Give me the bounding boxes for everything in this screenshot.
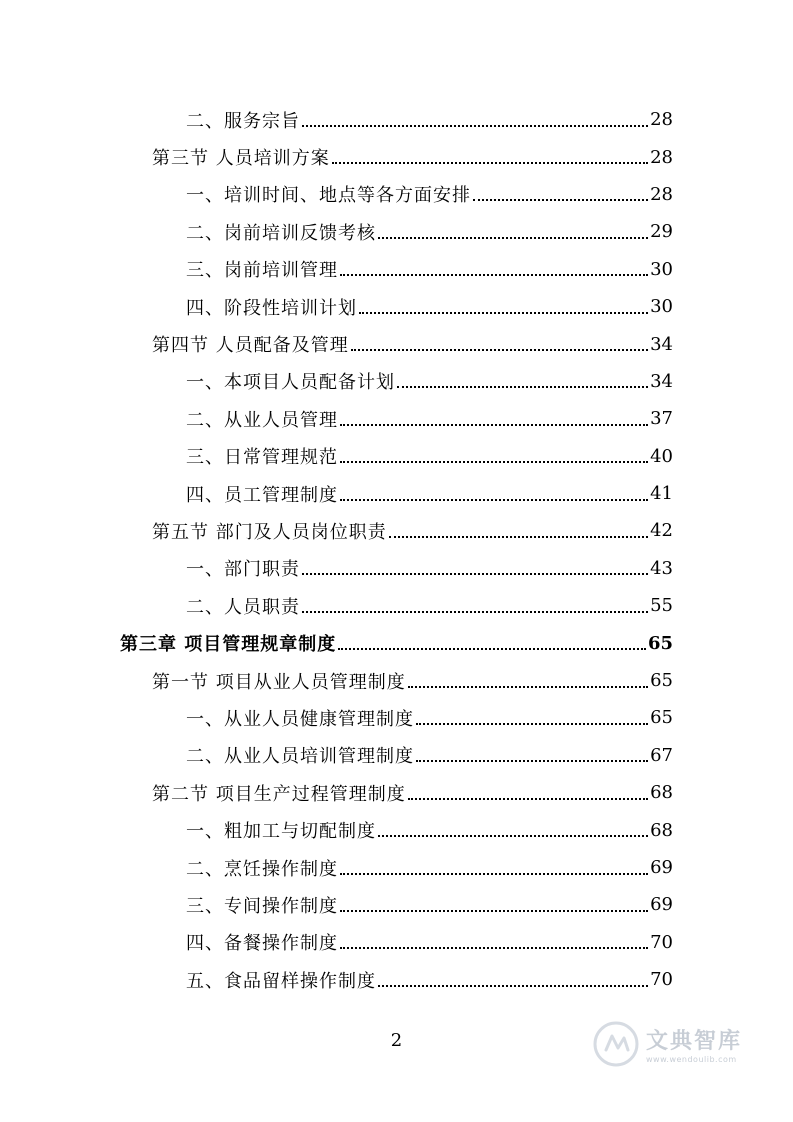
toc-entry[interactable] [0, 699, 793, 736]
toc-dot-leader [389, 522, 648, 540]
toc-entry-page: 28 [650, 146, 673, 168]
toc-entry-page: 34 [650, 333, 673, 355]
toc-entry-page: 30 [650, 258, 673, 280]
toc-entry-page: 40 [650, 445, 673, 467]
toc-entry-page: 28 [650, 109, 673, 131]
toc-entry-title: 二、烹饪操作制度 [186, 858, 338, 880]
toc-entry[interactable] [0, 288, 793, 325]
watermark-name: 文典智库 [646, 1029, 743, 1054]
toc-dot-leader [302, 559, 648, 577]
toc-dot-leader [416, 709, 648, 727]
toc-entry[interactable] [0, 550, 793, 587]
toc-entry-title: 二、岗前培训反馈考核 [186, 222, 376, 244]
toc-entry[interactable] [0, 475, 793, 512]
toc-entry-page: 65 [647, 632, 673, 654]
toc-entry-page: 42 [650, 520, 673, 542]
toc-entry-title: 第二节 项目生产过程管理制度 [152, 783, 406, 805]
toc-entry[interactable] [0, 400, 793, 437]
toc-dot-leader [416, 746, 648, 764]
toc-entry[interactable] [0, 587, 793, 624]
toc-entry-page: 67 [650, 744, 673, 766]
toc-entry[interactable] [0, 363, 793, 400]
toc-dot-leader [340, 260, 648, 278]
toc-dot-leader [397, 372, 648, 390]
toc-dot-leader [351, 335, 648, 353]
toc-entry[interactable] [0, 886, 793, 923]
toc-entry-title: 二、服务宗旨 [186, 110, 300, 132]
toc-dot-leader [332, 148, 648, 166]
toc-entry[interactable] [0, 512, 793, 549]
toc-entry-page: 65 [650, 670, 673, 692]
toc-dot-leader [340, 447, 648, 465]
toc-entry-title: 第一节 项目从业人员管理制度 [152, 671, 406, 693]
toc-dot-leader [408, 784, 648, 802]
toc-dot-leader [340, 896, 648, 914]
toc-entry-page: 34 [650, 370, 673, 392]
toc-entry[interactable] [0, 438, 793, 475]
toc-dot-leader [378, 971, 648, 989]
toc-entry-title: 五、食品留样操作制度 [186, 970, 376, 992]
toc-entry-title: 二、人员职责 [186, 596, 300, 618]
toc-entry-title: 第五节 部门及人员岗位职责 [152, 521, 387, 543]
watermark [592, 1016, 782, 1072]
toc-entry-title: 三、专间操作制度 [186, 895, 338, 917]
toc-entry[interactable] [0, 138, 793, 175]
toc-dot-leader [378, 223, 648, 241]
toc-dot-leader [302, 111, 648, 129]
toc-entry[interactable] [0, 737, 793, 774]
toc-entry-page: 41 [650, 483, 673, 505]
toc-entry-page: 68 [650, 782, 673, 804]
toc-entry-page: 65 [650, 707, 673, 729]
toc-entry[interactable] [0, 662, 793, 699]
toc-entry-page: 69 [650, 857, 673, 878]
toc-entry-page: 69 [650, 894, 673, 916]
toc-entry[interactable] [0, 325, 793, 362]
toc-entry-page: 29 [650, 221, 673, 243]
toc-entry-title: 一、部门职责 [186, 559, 300, 581]
toc-entry-page: 28 [650, 183, 673, 205]
toc-entry-title: 四、员工管理制度 [186, 484, 338, 506]
toc-dot-leader [302, 597, 648, 615]
page-number: 2 [390, 1030, 403, 1051]
toc-dot-leader [378, 821, 648, 839]
toc-entry-page: 55 [650, 595, 673, 617]
toc-entry[interactable] [0, 924, 793, 961]
toc-entry-title: 四、备餐操作制度 [186, 933, 338, 955]
toc-entry-page: 70 [650, 931, 673, 953]
toc-entry-page: 37 [650, 408, 673, 430]
toc-entry[interactable] [0, 251, 793, 288]
toc-entry-title: 一、本项目人员配备计划 [186, 372, 395, 394]
toc-entry-title: 三、岗前培训管理 [186, 260, 338, 282]
toc-entry-title: 一、培训时间、地点等各方面安排 [186, 185, 471, 207]
toc-entry-title: 二、从业人员培训管理制度 [186, 746, 414, 768]
toc-entry[interactable] [0, 624, 793, 661]
toc-entry-title: 二、从业人员管理 [186, 409, 338, 431]
toc-entry-page: 43 [650, 557, 673, 579]
toc-entry-page: 70 [650, 969, 673, 991]
toc-entry[interactable] [0, 176, 793, 213]
toc-dot-leader [359, 298, 648, 316]
toc-entry-title: 第三章 项目管理规章制度 [120, 634, 337, 656]
toc-entry-title: 一、粗加工与切配制度 [186, 821, 376, 843]
toc-entry[interactable] [0, 101, 793, 138]
toc-entry-page: 30 [650, 296, 673, 318]
toc-entry[interactable] [0, 774, 793, 811]
toc-entry-title: 四、阶段性培训计划 [186, 297, 357, 319]
toc-entry[interactable] [0, 961, 793, 998]
toc-dot-leader [340, 485, 648, 503]
toc-entry-page: 68 [650, 819, 673, 841]
toc-dot-leader [340, 933, 648, 951]
toc-dot-leader [338, 634, 646, 652]
watermark-logo-icon [592, 1020, 640, 1068]
watermark-url: www.wendoulib.com [646, 1055, 737, 1064]
toc-dot-leader [473, 185, 648, 203]
toc-entry[interactable] [0, 849, 793, 886]
toc-dot-leader [340, 859, 648, 877]
toc-entry[interactable] [0, 213, 793, 250]
toc-entry-title: 第三节 人员培训方案 [152, 148, 330, 170]
toc-entry-title: 第四节 人员配备及管理 [152, 335, 349, 357]
toc-entry-title: 三、日常管理规范 [186, 447, 338, 469]
toc-entry-title: 一、从业人员健康管理制度 [186, 708, 414, 730]
table-of-contents [0, 101, 793, 998]
toc-dot-leader [408, 672, 648, 690]
toc-dot-leader [340, 410, 648, 428]
toc-entry[interactable] [0, 811, 793, 848]
